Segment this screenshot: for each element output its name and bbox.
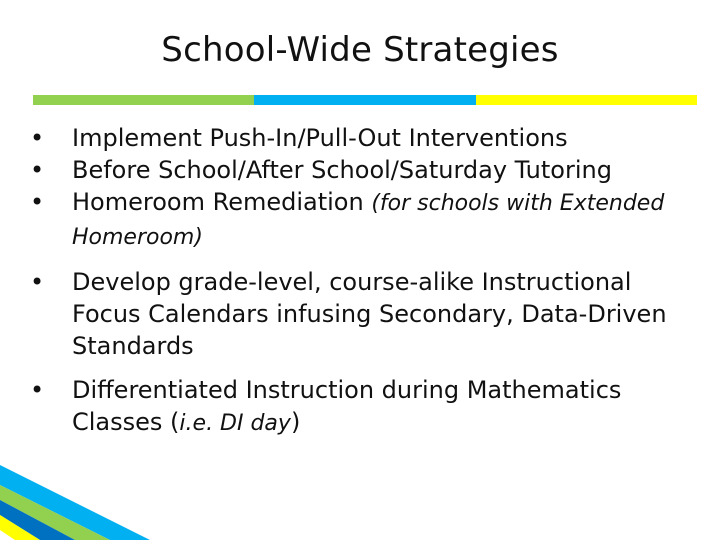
bullet-item — [26, 154, 706, 186]
bullet-item — [26, 186, 706, 254]
accent-stripes — [33, 95, 697, 105]
bullet-note: (for schools with Extended Homeroom) — [72, 191, 665, 250]
blue-stripe — [254, 95, 475, 105]
corner-decoration — [0, 460, 200, 540]
bullet-text: Before School/After School/Saturday Tutoring — [72, 156, 612, 184]
bullet-item — [26, 122, 706, 154]
bullet-note: i.e. DI day — [179, 411, 291, 436]
green-stripe — [33, 95, 254, 105]
bullet-item — [26, 374, 706, 440]
yellow-stripe — [476, 95, 697, 105]
bullet-item — [26, 266, 706, 362]
bullet-text: Develop grade-level, course-alike Instructional Focus Calendars infusing Secondary, Data-Driven Standards — [72, 268, 667, 360]
bullet-text: Homeroom Remediation — [72, 188, 372, 216]
bullet-note-open: ( — [170, 408, 180, 436]
bullet-dot: • — [30, 188, 45, 216]
bullet-dot: • — [30, 268, 45, 296]
bullet-text: Implement Push-In/Pull-Out Interventions — [72, 124, 568, 152]
bullet-list — [26, 122, 706, 440]
bullet-text: Differentiated Instruction during Mathematics Classes — [72, 376, 622, 436]
slide-title: School-Wide Strategies — [161, 30, 559, 70]
bullet-note-close: ) — [290, 408, 301, 436]
bullet-dot: • — [30, 376, 45, 404]
bullet-dot: • — [30, 124, 45, 152]
bullet-dot: • — [30, 156, 45, 184]
